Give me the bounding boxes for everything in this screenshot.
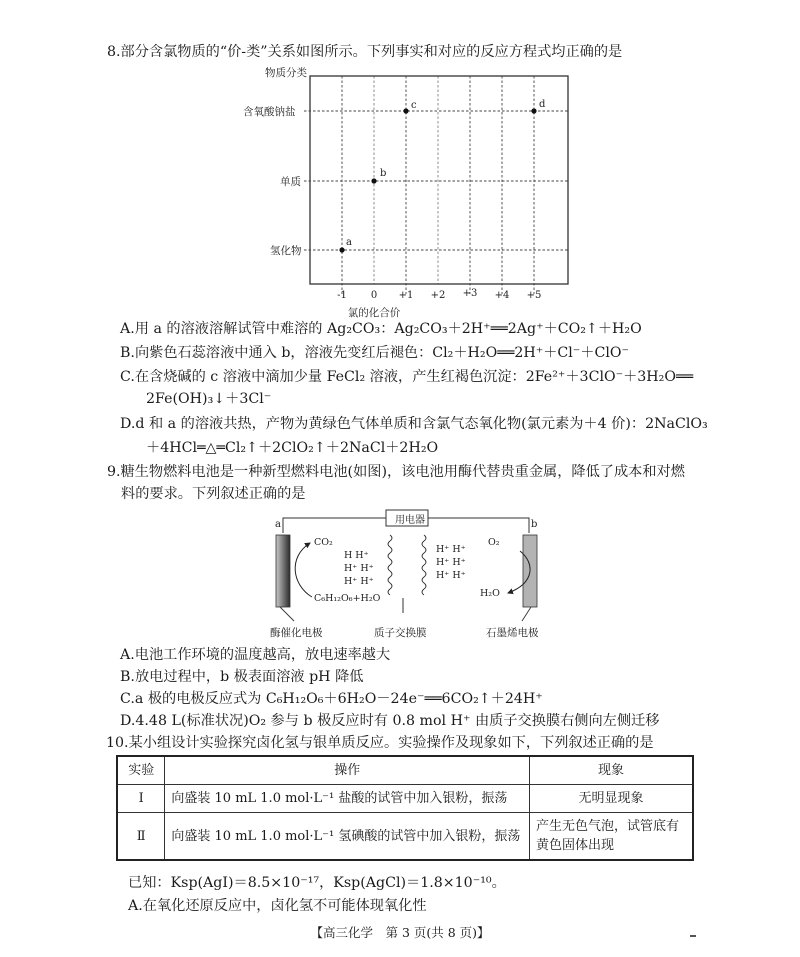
q9-stem-line2: 料的要求。下列叙述正确的是 — [121, 486, 306, 502]
electrode-a-label: a — [275, 519, 281, 530]
x-tick: +2 — [430, 290, 446, 301]
edge-mark — [690, 935, 696, 937]
table-header: 现象 — [530, 756, 693, 785]
q8-option-d[interactable]: D.d 和 a 的溶液共热，产物为黄绿色气体单质和含氯气态氧化物(氯元素为＋4 价)：2NaClO₃ — [120, 416, 708, 432]
q8-option-a[interactable]: A.用 a 的溶液溶解试管中难溶的 Ag₂CO₃：Ag₂CO₃＋2H⁺══2Ag⁺＋CO₂↑＋H₂O — [120, 321, 642, 337]
point-b — [371, 178, 376, 183]
point-label-d: d — [539, 99, 546, 110]
point-label-a: a — [346, 237, 352, 248]
point-a — [339, 247, 344, 252]
page-footer: 【高三化学 第 3 页(共 8 页)】 — [310, 925, 490, 940]
q9-stem-line1: 9.糖生物燃料电池是一种新型燃料电池(如图)，该电池用酶代替贵重金属，降低了成本和对燃 — [107, 464, 685, 480]
x-tick: -1 — [337, 290, 347, 301]
x-tick: +4 — [494, 290, 510, 301]
table-cell-operation: 向盛装 10 mL 1.0 mol·L⁻¹ 氢碘酸的试管中加入银粉，振荡 — [165, 813, 530, 861]
point-d — [531, 108, 536, 113]
q8-option-c[interactable]: C.在含烧碱的 c 溶液中滴加少量 FeCl₂ 溶液，产生红褐色沉淀：2Fe²⁺＋3ClO⁻＋3H₂O══ — [120, 369, 694, 385]
right-ions: H⁺ H⁺ H⁺ H⁺ H⁺ H⁺ — [436, 544, 466, 581]
q10-stem: 10.某小组设计实验探究卤化氢与银单质反应。实验操作及现象如下，下列叙述正确的是 — [106, 735, 654, 751]
graphene-electrode-label: 石墨烯电极 — [486, 627, 539, 639]
table-row — [117, 813, 693, 861]
table-cell-id: Ⅱ — [117, 813, 165, 861]
valence-class-chart — [240, 62, 585, 320]
point-label-b: b — [380, 168, 387, 179]
q8-number: 8. — [107, 44, 121, 60]
fuel-cell-diagram — [250, 505, 560, 645]
table-row — [117, 785, 693, 813]
glucose-label: C₆H₁₂O₆+H₂O — [314, 593, 381, 604]
y-category-salt: 含氧酸钠盐 — [243, 106, 296, 118]
q8-option-d-cont: ＋4HCl═△═Cl₂↑＋2ClO₂↑＋2NaCl＋2H₂O — [146, 440, 439, 456]
q9-option-b[interactable]: B.放电过程中，b 极表面溶液 pH 降低 — [120, 669, 364, 685]
x-axis-label: 氯的化合价 — [347, 307, 401, 319]
x-tick: +3 — [462, 288, 478, 299]
enzyme-electrode — [276, 535, 290, 607]
table-cell-phenomenon: 无明显现象 — [530, 785, 693, 813]
q8-stem-text: 部分含氯物质的“价-类”关系如图所示。下列事实和对应的反应方程式均正确的是 — [120, 44, 623, 60]
q9-option-a[interactable]: A.电池工作环境的温度越高，放电速率越大 — [120, 647, 391, 663]
table-cell-phenomenon: 产生无色气泡，试管底有黄色固体出现 — [530, 813, 693, 861]
membrane-label: 质子交换膜 — [374, 627, 427, 639]
q10-known: 已知：Ksp(AgI)＝8.5×10⁻¹⁷，Ksp(AgCl)＝1.8×10⁻¹⁰。 — [128, 875, 506, 891]
h2o-label: H₂O — [480, 588, 500, 599]
table-header: 实验 — [117, 756, 165, 785]
x-tick: +5 — [526, 290, 542, 301]
y-category-element: 单质 — [280, 176, 301, 188]
left-ions: H H⁺ H⁺ H⁺ H⁺ H⁺ — [344, 550, 374, 587]
x-tick: 0 — [370, 290, 378, 301]
point-c — [403, 108, 408, 113]
q8-option-b[interactable]: B.向紫色石蕊溶液中通入 b，溶液先变红后褪色：Cl₂＋H₂O══2H⁺＋Cl⁻＋ClO⁻ — [120, 345, 629, 361]
table-header-row — [117, 756, 693, 785]
point-label-c: c — [411, 100, 417, 111]
table-cell-id: Ⅰ — [117, 785, 165, 813]
q9-number: 9. — [107, 464, 121, 480]
q9-option-d[interactable]: D.4.48 L(标准状况)O₂ 参与 b 极反应时有 0.8 mol H⁺ 由质子交换膜右侧向左侧迁移 — [120, 713, 660, 729]
co2-label: CO₂ — [314, 537, 333, 548]
x-tick: +1 — [398, 290, 414, 301]
q10-option-a[interactable]: A.在氧化还原反应中，卤化氢不可能体现氧化性 — [128, 898, 427, 914]
table-cell-operation: 向盛装 10 mL 1.0 mol·L⁻¹ 盐酸的试管中加入银粉，振荡 — [165, 785, 530, 813]
electrode-b-label: b — [531, 519, 538, 530]
q8-option-c-cont: 2Fe(OH)₃↓＋3Cl⁻ — [146, 391, 272, 407]
o2-label: O₂ — [488, 537, 500, 548]
enzyme-electrode-label: 酶催化电极 — [270, 627, 323, 639]
y-category-hydride: 氢化物 — [270, 245, 302, 257]
y-axis-label: 物质分类 — [265, 67, 307, 79]
table-header: 操作 — [165, 756, 530, 785]
q9-option-c[interactable]: C.a 极的电极反应式为 C₆H₁₂O₆＋6H₂O－24e⁻══6CO₂↑＋24H⁺ — [120, 691, 543, 707]
q8-stem — [107, 42, 622, 62]
experiment-table — [116, 755, 694, 861]
load-label: 用电器 — [395, 515, 425, 526]
q10-number: 10. — [106, 735, 129, 751]
